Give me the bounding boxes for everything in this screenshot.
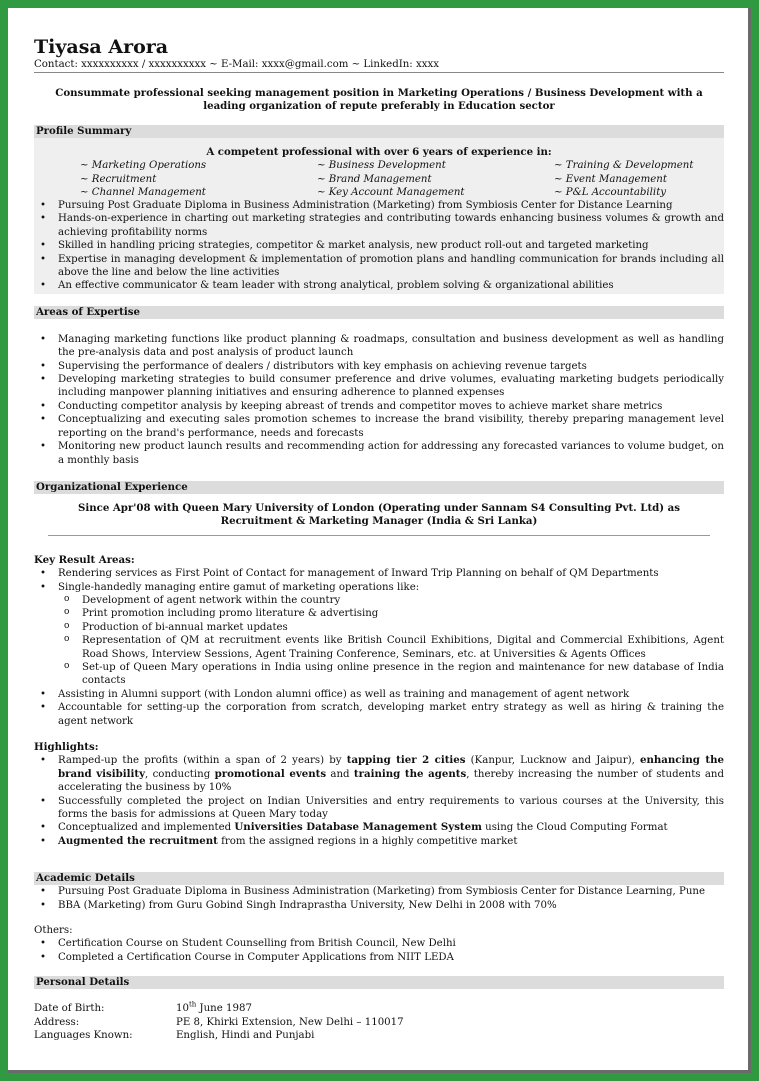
highlights-heading: Highlights:	[34, 741, 99, 754]
academic-bullets	[34, 885, 724, 912]
list-item: • Managing marketing functions like product planning & roadmaps, consultation and business development as well as handling the pre-analysis data and post analysis of product launch	[34, 333, 724, 360]
sub-list-item: o Set-up of Queen Mary operations in India using online presence in the region and maintenance for new database of India contacts	[34, 661, 724, 688]
text-run: Conceptualized and implemented	[58, 822, 235, 834]
contact-line: Contact: xxxxxxxxxx / xxxxxxxxxx ~ E-Mail: xxxx@gmail.com ~ LinkedIn: xxxx	[34, 58, 724, 73]
list-item: • Monitoring new product launch results and recommending action for addressing any forecasted variances to volume budget, on a monthly basis	[34, 440, 724, 467]
list-item: • BBA (Marketing) from Guru Gobind Singh Indraprastha University, New Delhi in 2008 with 70%	[34, 899, 724, 912]
section-heading-academic: Academic Details	[34, 872, 724, 885]
list-item: • Accountable for setting-up the corporation from scratch, developing market entry strategy as well as hiring & training the agent network	[34, 701, 724, 728]
competency-item: ~ P&L Accountability	[554, 186, 667, 198]
text-run: (Kanpur, Lucknow and Jaipur),	[465, 755, 640, 767]
competency-item: ~ Marketing Operations	[80, 160, 207, 172]
text-run: and	[326, 768, 354, 780]
section-heading-expertise: Areas of Expertise	[34, 306, 724, 319]
spacer	[34, 728, 724, 741]
bold-text: Augmented the recruitment	[58, 834, 218, 847]
kra-heading: Key Result Areas:	[34, 553, 135, 566]
personal-row-languages	[34, 1029, 724, 1042]
text-run: using the Cloud Computing Format	[481, 822, 668, 834]
competency-grid	[34, 159, 724, 199]
kra-bullets-continued	[34, 688, 724, 728]
spacer	[34, 912, 724, 924]
list-item: • Successfully completed the project on Indian Universities and entry requirements to various courses at the University, this forms the basis for admissions at Queen Mary today	[34, 795, 724, 822]
kra-bullets	[34, 567, 724, 594]
career-objective: Consummate professional seeking management position in Marketing Operations / Business Development with a leading organization of repute preferably in Education sector	[55, 87, 703, 112]
spacer	[34, 319, 724, 333]
languages-value: English, Hindi and Punjabi	[176, 1030, 315, 1042]
bold-text: promotional events	[214, 767, 327, 780]
competency-item: ~ Recruitment	[80, 173, 157, 185]
competency-item: ~ Key Account Management	[317, 186, 465, 198]
list-item	[34, 835, 724, 848]
competency-item: ~ Training & Development	[554, 160, 694, 172]
sub-list-item: o Print promotion including promo literature & advertising	[34, 607, 724, 620]
list-item: • Developing marketing strategies to build consumer preference and drive volumes, evaluating marketing budgets periodically including manpower planning initiatives and ensuring adherence to planned expenses	[34, 373, 724, 400]
competency-item: ~ Channel Management	[80, 186, 206, 198]
list-item: • Supervising the performance of dealers / distributors with key emphasis on achieving revenue targets	[34, 360, 724, 373]
profile-bullets	[34, 199, 724, 293]
address-label: Address:	[34, 1016, 80, 1028]
list-item: • An effective communicator & team leader with strong analytical, problem solving & organizational abilities	[34, 279, 724, 292]
bold-text: tapping tier 2 cities	[346, 754, 466, 767]
list-item: • Conducting competitor analysis by keeping abreast of trends and competitor moves to achieve market share metrics	[34, 400, 724, 413]
dob-rest: June 1987	[196, 1003, 252, 1015]
list-item: • Single-handedly managing entire gamut of marketing operations like:	[34, 581, 724, 594]
languages-label: Languages Known:	[34, 1030, 133, 1042]
text-run: from the assigned regions in a highly competitive market	[217, 835, 518, 847]
spacer	[34, 536, 724, 554]
dob-value	[176, 1002, 724, 1015]
list-item: • Skilled in handling pricing strategies, competitor & market analysis, new product roll-out and targeted marketing	[34, 239, 724, 252]
competency-item: ~ Business Development	[317, 160, 446, 172]
resume-content	[34, 36, 724, 1043]
section-heading-profile: Profile Summary	[34, 125, 724, 138]
list-item: • Hands-on-experience in charting out marketing strategies and contributing towards enhancing business volumes & growth and achieving profitability norms	[34, 212, 724, 239]
dob-day: 10	[176, 1003, 189, 1015]
list-item: • Rendering services as First Point of Contact for management of Inward Trip Planning on behalf of QM Departments	[34, 567, 724, 580]
bold-text: training the agents	[353, 767, 467, 780]
text-run: , conducting	[145, 768, 215, 780]
sub-list-item: o Development of agent network within the country	[34, 594, 724, 607]
job-title: Since Apr'08 with Queen Mary University of London (Operating under Sannam S4 Consulting Pvt. Ltd) as Recruitment & Marketing Manager (India & Sri Lanka)	[48, 502, 710, 536]
profile-summary-block	[34, 138, 724, 294]
personal-row-dob	[34, 1002, 724, 1015]
list-item: • Pursuing Post Graduate Diploma in Business Administration (Marketing) from Symbiosis Center for Distance Learning, Pune	[34, 885, 724, 898]
list-item	[34, 821, 724, 834]
spacer	[34, 989, 724, 1002]
list-item: • Expertise in managing development & implementation of promotion plans and handling communication for brands including all above the line and below the line activities	[34, 253, 724, 280]
dob-suffix: th	[188, 1000, 197, 1009]
sub-list-item: o Production of bi-annual market updates	[34, 621, 724, 634]
address-value: PE 8, Khirki Extension, New Delhi – 110017	[176, 1016, 404, 1028]
candidate-name: Tiyasa Arora	[34, 36, 169, 58]
others-heading: Others:	[34, 925, 73, 937]
highlights-bullets	[34, 754, 724, 848]
profile-intro: A competent professional with over 6 years of experience in:	[206, 146, 552, 158]
others-bullets	[34, 937, 724, 964]
text-run: Ramped-up the profits (within a span of 2 years) by	[58, 755, 347, 767]
competency-item: ~ Brand Management	[317, 173, 432, 185]
section-heading-personal: Personal Details	[34, 976, 724, 989]
kra-sub-bullets	[34, 594, 724, 688]
expertise-bullets	[34, 333, 724, 467]
list-item: • Completed a Certification Course in Computer Applications from NIIT LEDA	[34, 951, 724, 964]
dob-label: Date of Birth:	[34, 1003, 105, 1015]
resume-page	[8, 8, 751, 1073]
section-heading-experience: Organizational Experience	[34, 481, 724, 494]
list-item: • Assisting in Alumni support (with London alumni office) as well as training and management of agent network	[34, 688, 724, 701]
list-item: • Conceptualizing and executing sales promotion schemes to increase the brand visibility, thereby preparing management level reporting on the brand's performance, needs and forecasts	[34, 413, 724, 440]
sub-list-item: o Representation of QM at recruitment events like British Council Exhibitions, Digital and Commercial Exhibitions, Agent Road Shows, Interview Sessions, Agent Training Conference, Seminars, etc. at Universities & Agents Offices	[34, 634, 724, 661]
text-run: , thereby increasing the number of students and accelerating the business by 10%	[58, 768, 725, 794]
list-item: • Pursuing Post Graduate Diploma in Business Administration (Marketing) from Symbiosis Center for Distance Learning	[34, 199, 724, 212]
list-item: • Certification Course on Student Counselling from British Council, New Delhi	[34, 937, 724, 950]
competency-item: ~ Event Management	[554, 173, 667, 185]
bold-text: Universities Database Management System	[234, 821, 482, 834]
personal-row-address	[34, 1016, 724, 1029]
bold-text: enhancing the brand visibility	[58, 754, 724, 780]
list-item	[34, 754, 724, 794]
